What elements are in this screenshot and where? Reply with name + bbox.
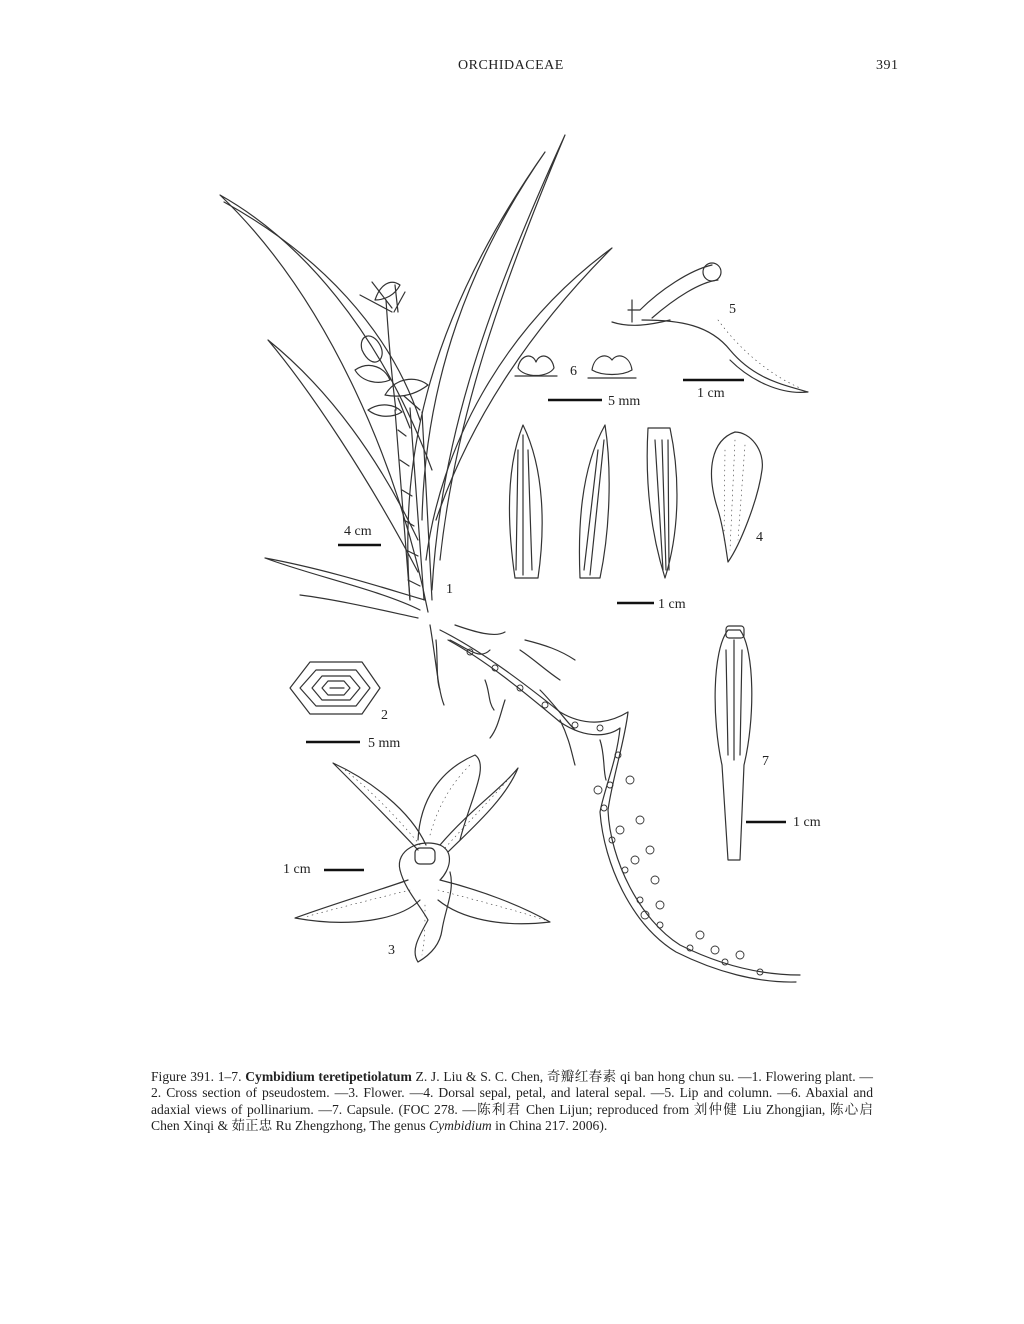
flowering-plant-drawing [220, 135, 800, 982]
pseudostem-cross-section [290, 662, 380, 714]
part-number-6: 6 [570, 364, 577, 379]
flower-drawing [295, 755, 550, 962]
part-number-7: 7 [762, 754, 769, 769]
scale-label-capsule: 1 cm [793, 815, 821, 830]
scale-label-plant: 4 cm [344, 524, 372, 539]
part-number-1: 1 [446, 582, 453, 597]
caption-species: Cymbidium teretipetiolatum [245, 1069, 412, 1084]
caption-genus: Cymbidium [429, 1118, 492, 1134]
caption-text-2: in China 217. 2006). [491, 1118, 608, 1134]
lip-column-drawing [612, 263, 808, 392]
figure-caption [151, 1069, 873, 1135]
scale-label-lip-column: 1 cm [697, 386, 725, 401]
part-number-2: 2 [381, 708, 388, 723]
running-title: ORCHIDACEAE [458, 58, 564, 73]
part-number-4: 4 [756, 530, 763, 545]
caption-lead: Figure 391. 1–7. [151, 1069, 246, 1084]
capsule-drawing [715, 626, 752, 860]
caption-text-1: Z. J. Liu & S. C. Chen, 奇瓣红春素 qi ban hong chun su. —1. Flowering plant. —2. Cross section of pseudostem. —3. Flower. —4. Dorsal sepal, petal, and lateral sepal. —5. Lip and column. —6. Abaxial and adaxial views of pollinarium. —7. Capsule. (FOC 278. —陈利君 Chen Lijun; reproduced from 刘仲健 Liu Zhongjian, 陈心启 Chen Xinqi & 茹正忠 Ru Zhengzhong, The genus [151, 1069, 873, 1134]
scale-label-perianth: 1 cm [658, 597, 686, 612]
scale-label-cross-section: 5 mm [368, 736, 401, 751]
scale-label-pollinarium: 5 mm [608, 394, 641, 409]
page-number: 391 [876, 58, 899, 73]
scale-label-flower: 1 cm [283, 862, 311, 877]
perianth-parts-drawing [510, 425, 763, 578]
part-number-5: 5 [729, 302, 736, 317]
part-number-3: 3 [388, 943, 395, 958]
